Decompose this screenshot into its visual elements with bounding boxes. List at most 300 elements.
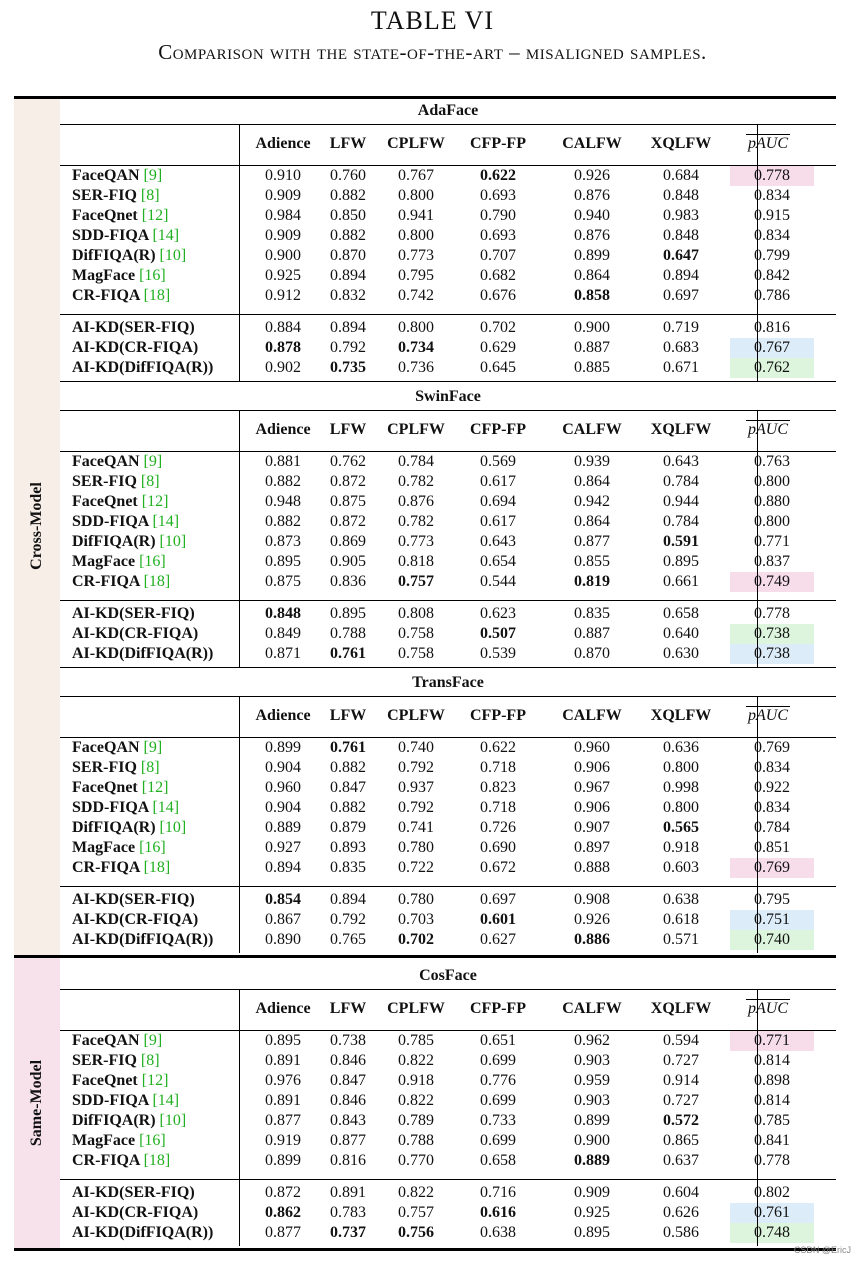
table-row bbox=[60, 472, 836, 492]
method-name bbox=[72, 1051, 160, 1071]
metric-value: 0.894 bbox=[330, 891, 366, 908]
metric-value: 0.718 bbox=[480, 799, 516, 816]
vertical-rule bbox=[239, 696, 240, 953]
metric-value: 0.865 bbox=[663, 1132, 699, 1149]
method-name bbox=[72, 758, 160, 778]
metric-value: 0.736 bbox=[398, 359, 434, 376]
metric-value: 0.767 bbox=[398, 167, 434, 184]
metric-value: 0.926 bbox=[574, 167, 610, 184]
table-row bbox=[60, 1071, 836, 1091]
citation-link[interactable]: [14] bbox=[152, 799, 180, 816]
method-name bbox=[72, 226, 179, 246]
citation-link[interactable]: [14] bbox=[152, 513, 180, 530]
metric-value: 0.984 bbox=[265, 207, 301, 224]
column-header: CALFW bbox=[562, 1000, 622, 1017]
metric-value: 0.800 bbox=[398, 227, 434, 244]
watermark: CSDN @EricJ bbox=[793, 1245, 851, 1255]
rule-line bbox=[60, 410, 836, 411]
metric-value: 0.823 bbox=[480, 779, 516, 796]
citation-link[interactable]: [9] bbox=[143, 167, 163, 184]
table-row bbox=[60, 738, 836, 758]
method-name bbox=[72, 1183, 195, 1203]
metric-value: 0.891 bbox=[265, 1052, 301, 1069]
metric-value: 0.900 bbox=[574, 1132, 610, 1149]
metric-value: 0.658 bbox=[663, 605, 699, 622]
vertical-rule bbox=[757, 989, 758, 1246]
citation-link[interactable]: [8] bbox=[140, 473, 160, 490]
rule-line bbox=[14, 955, 836, 958]
method-label: AI-KD(CR-FIQA) bbox=[72, 911, 199, 928]
column-header: XQLFW bbox=[650, 421, 712, 438]
metric-value: 0.702 bbox=[480, 319, 516, 336]
table-row bbox=[60, 838, 836, 858]
pauc-value: 0.814 bbox=[754, 1052, 790, 1069]
metric-value: 0.904 bbox=[265, 799, 301, 816]
metric-value: 0.703 bbox=[398, 911, 434, 928]
method-label: AI-KD(DifFIQA(R)) bbox=[72, 645, 214, 662]
metric-value: 0.903 bbox=[574, 1092, 610, 1109]
metric-value: 0.716 bbox=[480, 1184, 516, 1201]
metric-value: 0.788 bbox=[330, 625, 366, 642]
column-header: CALFW bbox=[562, 421, 622, 438]
metric-value: 0.773 bbox=[398, 247, 434, 264]
citation-link[interactable]: [8] bbox=[140, 759, 160, 776]
metric-value: 0.617 bbox=[480, 513, 516, 530]
table-row bbox=[60, 246, 836, 266]
metric-value: 0.876 bbox=[574, 187, 610, 204]
table-row bbox=[60, 166, 836, 186]
table-row bbox=[60, 1111, 836, 1131]
method-label: FaceQAN bbox=[72, 453, 140, 470]
metric-value: 0.773 bbox=[398, 533, 434, 550]
method-name bbox=[72, 838, 166, 858]
method-label: AI-KD(SER-FIQ) bbox=[72, 1184, 195, 1201]
method-name bbox=[72, 318, 195, 338]
metric-value: 0.719 bbox=[663, 319, 699, 336]
metric-value: 0.888 bbox=[574, 859, 610, 876]
metric-value: 0.941 bbox=[398, 207, 434, 224]
metric-value: 0.800 bbox=[663, 799, 699, 816]
pauc-value: 0.751 bbox=[730, 910, 814, 930]
metric-value: 0.795 bbox=[398, 267, 434, 284]
metric-value: 0.699 bbox=[480, 1052, 516, 1069]
metric-value: 0.864 bbox=[574, 513, 610, 530]
table-row bbox=[60, 286, 836, 306]
method-label: SER-FIQ bbox=[72, 1052, 137, 1069]
metric-value: 0.843 bbox=[330, 1112, 366, 1129]
method-label: SDD-FIQA bbox=[72, 1092, 149, 1109]
metric-value: 0.895 bbox=[265, 1032, 301, 1049]
method-name bbox=[72, 890, 195, 910]
metric-value: 0.637 bbox=[663, 1152, 699, 1169]
metric-value: 0.899 bbox=[265, 739, 301, 756]
method-label: DifFIQA(R) bbox=[72, 247, 156, 264]
method-label: FaceQAN bbox=[72, 167, 140, 184]
citation-link[interactable]: [18] bbox=[143, 573, 171, 590]
metric-value: 0.638 bbox=[663, 891, 699, 908]
metric-value: 0.601 bbox=[480, 911, 516, 928]
metric-value: 0.643 bbox=[663, 453, 699, 470]
method-name bbox=[72, 644, 213, 664]
metric-value: 0.912 bbox=[265, 287, 301, 304]
metric-value: 0.638 bbox=[480, 1224, 516, 1241]
metric-value: 0.737 bbox=[330, 1224, 366, 1241]
table-row-ours bbox=[60, 624, 836, 644]
citation-link[interactable]: [14] bbox=[152, 1092, 180, 1109]
table-row bbox=[60, 226, 836, 246]
metric-value: 0.604 bbox=[663, 1184, 699, 1201]
metric-value: 0.822 bbox=[398, 1184, 434, 1201]
table-row-ours bbox=[60, 910, 836, 930]
metric-value: 0.871 bbox=[265, 645, 301, 662]
metric-value: 0.909 bbox=[265, 187, 301, 204]
citation-link[interactable]: [12] bbox=[141, 207, 169, 224]
metric-value: 0.899 bbox=[265, 1152, 301, 1169]
method-label: MagFace bbox=[72, 553, 136, 570]
metric-value: 0.882 bbox=[330, 227, 366, 244]
metric-value: 0.894 bbox=[265, 859, 301, 876]
citation-link[interactable]: [14] bbox=[152, 227, 180, 244]
pauc-value: 0.922 bbox=[754, 779, 790, 796]
metric-value: 0.776 bbox=[480, 1072, 516, 1089]
metric-value: 0.877 bbox=[265, 1224, 301, 1241]
method-label: AI-KD(SER-FIQ) bbox=[72, 319, 195, 336]
table-row-ours bbox=[60, 644, 836, 664]
metric-value: 0.886 bbox=[574, 931, 610, 948]
metric-value: 0.683 bbox=[663, 339, 699, 356]
pauc-value: 0.749 bbox=[730, 572, 814, 592]
citation-link[interactable]: [10] bbox=[159, 247, 187, 264]
metric-value: 0.848 bbox=[663, 187, 699, 204]
metric-value: 0.784 bbox=[663, 513, 699, 530]
metric-value: 0.906 bbox=[574, 759, 610, 776]
metric-value: 0.944 bbox=[663, 493, 699, 510]
column-header: CALFW bbox=[562, 707, 622, 724]
pauc-value: 0.784 bbox=[754, 819, 790, 836]
metric-value: 0.572 bbox=[663, 1112, 699, 1129]
table-row bbox=[60, 572, 836, 592]
metric-value: 0.569 bbox=[480, 453, 516, 470]
metric-value: 0.780 bbox=[398, 839, 434, 856]
method-name bbox=[72, 778, 168, 798]
metric-value: 0.884 bbox=[265, 319, 301, 336]
metric-value: 0.726 bbox=[480, 819, 516, 836]
method-label: FaceQnet bbox=[72, 207, 138, 224]
metric-value: 0.672 bbox=[480, 859, 516, 876]
metric-value: 0.879 bbox=[330, 819, 366, 836]
method-label: DifFIQA(R) bbox=[72, 1112, 156, 1129]
column-header: XQLFW bbox=[650, 1000, 712, 1017]
citation-link[interactable]: [10] bbox=[159, 1112, 187, 1129]
method-label: AI-KD(CR-FIQA) bbox=[72, 1204, 199, 1221]
section-title: TransFace bbox=[412, 674, 484, 691]
method-name bbox=[72, 1151, 170, 1171]
method-name bbox=[72, 532, 186, 552]
table-row bbox=[60, 266, 836, 286]
metric-value: 0.895 bbox=[330, 605, 366, 622]
pauc-label: pAUC bbox=[748, 421, 788, 438]
metric-value: 0.757 bbox=[398, 573, 434, 590]
metric-value: 0.697 bbox=[663, 287, 699, 304]
metric-value: 0.722 bbox=[398, 859, 434, 876]
column-header: Adience bbox=[255, 421, 311, 438]
method-name bbox=[72, 246, 186, 266]
method-name bbox=[72, 206, 168, 226]
column-header: Adience bbox=[255, 1000, 311, 1017]
metric-value: 0.891 bbox=[265, 1092, 301, 1109]
metric-value: 0.770 bbox=[398, 1152, 434, 1169]
pauc-value: 0.740 bbox=[730, 930, 814, 950]
table-row bbox=[60, 186, 836, 206]
method-label: AI-KD(SER-FIQ) bbox=[72, 891, 195, 908]
vertical-rule bbox=[757, 696, 758, 953]
pauc-value: 0.778 bbox=[754, 1152, 790, 1169]
method-label: SDD-FIQA bbox=[72, 513, 149, 530]
method-name bbox=[72, 738, 162, 758]
column-header: CALFW bbox=[562, 135, 622, 152]
pauc-value: 0.771 bbox=[730, 1031, 814, 1051]
citation-link[interactable]: [16] bbox=[139, 553, 166, 570]
citation-link[interactable]: [18] bbox=[143, 287, 171, 304]
metric-value: 0.895 bbox=[265, 553, 301, 570]
metric-value: 0.848 bbox=[265, 605, 301, 622]
method-name bbox=[72, 910, 198, 930]
metric-value: 0.910 bbox=[265, 167, 301, 184]
metric-value: 0.651 bbox=[480, 1032, 516, 1049]
metric-value: 0.848 bbox=[663, 227, 699, 244]
pauc-value: 0.800 bbox=[754, 473, 790, 490]
metric-value: 0.875 bbox=[330, 493, 366, 510]
column-header: LFW bbox=[329, 707, 367, 724]
metric-value: 0.889 bbox=[265, 819, 301, 836]
method-name bbox=[72, 266, 166, 286]
metric-value: 0.894 bbox=[330, 267, 366, 284]
citation-link[interactable]: [16] bbox=[139, 839, 166, 856]
metric-value: 0.862 bbox=[265, 1204, 301, 1221]
pauc-value: 0.802 bbox=[754, 1184, 790, 1201]
citation-link[interactable]: [12] bbox=[141, 1072, 169, 1089]
method-name bbox=[72, 452, 162, 472]
metric-value: 0.872 bbox=[330, 513, 366, 530]
metric-value: 0.925 bbox=[574, 1204, 610, 1221]
metric-value: 0.819 bbox=[574, 573, 610, 590]
metric-value: 0.903 bbox=[574, 1052, 610, 1069]
table-row-ours bbox=[60, 338, 836, 358]
metric-value: 0.867 bbox=[265, 911, 301, 928]
metric-value: 0.873 bbox=[265, 533, 301, 550]
pauc-value: 0.748 bbox=[730, 1223, 814, 1243]
pauc-label: pAUC bbox=[748, 1000, 788, 1017]
metric-value: 0.887 bbox=[574, 625, 610, 642]
table-row bbox=[60, 492, 836, 512]
metric-value: 0.792 bbox=[398, 799, 434, 816]
metric-value: 0.876 bbox=[398, 493, 434, 510]
method-label: SDD-FIQA bbox=[72, 799, 149, 816]
method-label: DifFIQA(R) bbox=[72, 533, 156, 550]
metric-value: 0.788 bbox=[398, 1132, 434, 1149]
metric-value: 0.758 bbox=[398, 645, 434, 662]
metric-value: 0.882 bbox=[330, 187, 366, 204]
method-label: MagFace bbox=[72, 839, 136, 856]
table-row-ours bbox=[60, 358, 836, 378]
column-header: CPLFW bbox=[387, 1000, 445, 1017]
metric-value: 0.629 bbox=[480, 339, 516, 356]
metric-value: 0.738 bbox=[330, 1032, 366, 1049]
method-label: MagFace bbox=[72, 1132, 136, 1149]
section-title: SwinFace bbox=[415, 388, 481, 405]
method-name bbox=[72, 1223, 213, 1243]
pauc-value: 0.799 bbox=[754, 247, 790, 264]
metric-value: 0.694 bbox=[480, 493, 516, 510]
citation-link[interactable]: [18] bbox=[143, 859, 171, 876]
metric-value: 0.661 bbox=[663, 573, 699, 590]
table-row bbox=[60, 818, 836, 838]
metric-value: 0.900 bbox=[265, 247, 301, 264]
metric-value: 0.846 bbox=[330, 1092, 366, 1109]
citation-link[interactable]: [8] bbox=[140, 1052, 160, 1069]
metric-value: 0.937 bbox=[398, 779, 434, 796]
vertical-rule bbox=[757, 410, 758, 667]
metric-value: 0.780 bbox=[398, 891, 434, 908]
group-label: Cross-Model bbox=[28, 482, 45, 570]
metric-value: 0.895 bbox=[663, 553, 699, 570]
metric-value: 0.758 bbox=[398, 625, 434, 642]
metric-value: 0.847 bbox=[330, 1072, 366, 1089]
citation-link[interactable]: [16] bbox=[139, 1132, 166, 1149]
metric-value: 0.998 bbox=[663, 779, 699, 796]
metric-value: 0.890 bbox=[265, 931, 301, 948]
method-label: FaceQnet bbox=[72, 493, 138, 510]
pauc-value: 0.915 bbox=[754, 207, 790, 224]
column-header: CPLFW bbox=[387, 421, 445, 438]
metric-value: 0.822 bbox=[398, 1052, 434, 1069]
vertical-rule bbox=[757, 124, 758, 381]
metric-value: 0.878 bbox=[265, 339, 301, 356]
method-label: FaceQAN bbox=[72, 1032, 140, 1049]
metric-value: 0.877 bbox=[265, 1112, 301, 1129]
pauc-value: 0.738 bbox=[730, 624, 814, 644]
metric-value: 0.622 bbox=[480, 167, 516, 184]
citation-link[interactable]: [9] bbox=[143, 453, 163, 470]
column-header: XQLFW bbox=[650, 707, 712, 724]
method-name bbox=[72, 286, 170, 306]
metric-value: 0.818 bbox=[398, 553, 434, 570]
table-row bbox=[60, 1091, 836, 1111]
pauc-value: 0.834 bbox=[754, 187, 790, 204]
table-row bbox=[60, 1151, 836, 1171]
metric-value: 0.617 bbox=[480, 473, 516, 490]
metric-value: 0.800 bbox=[398, 319, 434, 336]
method-name bbox=[72, 1131, 166, 1151]
metric-value: 0.544 bbox=[480, 573, 516, 590]
pauc-value: 0.761 bbox=[730, 1203, 814, 1223]
method-name bbox=[72, 1111, 186, 1131]
citation-link[interactable]: [9] bbox=[143, 739, 163, 756]
method-label: CR-FIQA bbox=[72, 859, 140, 876]
metric-value: 0.622 bbox=[480, 739, 516, 756]
citation-link[interactable]: [12] bbox=[141, 493, 169, 510]
metric-value: 0.854 bbox=[265, 891, 301, 908]
citation-link[interactable]: [10] bbox=[159, 533, 187, 550]
metric-value: 0.919 bbox=[265, 1132, 301, 1149]
metric-value: 0.707 bbox=[480, 247, 516, 264]
column-header: CFP-FP bbox=[470, 421, 526, 438]
metric-value: 0.734 bbox=[398, 339, 434, 356]
metric-value: 0.877 bbox=[574, 533, 610, 550]
citation-link[interactable]: [9] bbox=[143, 1032, 163, 1049]
citation-link[interactable]: [16] bbox=[139, 267, 166, 284]
metric-value: 0.899 bbox=[574, 1112, 610, 1129]
citation-link[interactable]: [18] bbox=[143, 1152, 171, 1169]
table-row-ours bbox=[60, 1203, 836, 1223]
metric-value: 0.586 bbox=[663, 1224, 699, 1241]
method-label: SDD-FIQA bbox=[72, 227, 149, 244]
metric-value: 0.627 bbox=[480, 931, 516, 948]
metric-value: 0.832 bbox=[330, 287, 366, 304]
metric-value: 0.684 bbox=[663, 167, 699, 184]
metric-value: 0.899 bbox=[574, 247, 610, 264]
sidebar-same-model bbox=[14, 955, 60, 1250]
pauc-value: 0.795 bbox=[754, 891, 790, 908]
metric-value: 0.645 bbox=[480, 359, 516, 376]
rule-line bbox=[60, 314, 836, 315]
citation-link[interactable]: [10] bbox=[159, 819, 187, 836]
metric-value: 0.875 bbox=[265, 573, 301, 590]
pauc-value: 0.769 bbox=[730, 858, 814, 878]
metric-value: 0.855 bbox=[574, 553, 610, 570]
metric-value: 0.789 bbox=[398, 1112, 434, 1129]
metric-value: 0.894 bbox=[330, 319, 366, 336]
metric-value: 0.699 bbox=[480, 1092, 516, 1109]
method-name bbox=[72, 512, 179, 532]
metric-value: 0.895 bbox=[574, 1224, 610, 1241]
method-name bbox=[72, 1203, 198, 1223]
metric-value: 0.889 bbox=[574, 1152, 610, 1169]
metric-value: 0.897 bbox=[574, 839, 610, 856]
table-row bbox=[60, 1051, 836, 1071]
metric-value: 0.623 bbox=[480, 605, 516, 622]
rule-line bbox=[60, 381, 836, 382]
metric-value: 0.904 bbox=[265, 759, 301, 776]
metric-value: 0.876 bbox=[574, 227, 610, 244]
metric-value: 0.983 bbox=[663, 207, 699, 224]
pauc-value: 0.771 bbox=[754, 533, 790, 550]
column-header bbox=[723, 135, 813, 153]
method-name bbox=[72, 798, 179, 818]
metric-value: 0.626 bbox=[663, 1204, 699, 1221]
metric-value: 0.697 bbox=[480, 891, 516, 908]
table-row bbox=[60, 858, 836, 878]
metric-value: 0.693 bbox=[480, 187, 516, 204]
metric-value: 0.507 bbox=[480, 625, 516, 642]
citation-link[interactable]: [12] bbox=[141, 779, 169, 796]
metric-value: 0.782 bbox=[398, 513, 434, 530]
metric-value: 0.784 bbox=[398, 453, 434, 470]
metric-value: 0.790 bbox=[480, 207, 516, 224]
metric-value: 0.850 bbox=[330, 207, 366, 224]
metric-value: 0.887 bbox=[574, 339, 610, 356]
metric-value: 0.959 bbox=[574, 1072, 610, 1089]
metric-value: 0.603 bbox=[663, 859, 699, 876]
table-row bbox=[60, 206, 836, 226]
metric-value: 0.800 bbox=[663, 759, 699, 776]
citation-link[interactable]: [8] bbox=[140, 187, 160, 204]
column-header: CFP-FP bbox=[470, 707, 526, 724]
metric-value: 0.699 bbox=[480, 1132, 516, 1149]
method-label: SER-FIQ bbox=[72, 759, 137, 776]
metric-value: 0.877 bbox=[330, 1132, 366, 1149]
vertical-rule bbox=[239, 989, 240, 1246]
